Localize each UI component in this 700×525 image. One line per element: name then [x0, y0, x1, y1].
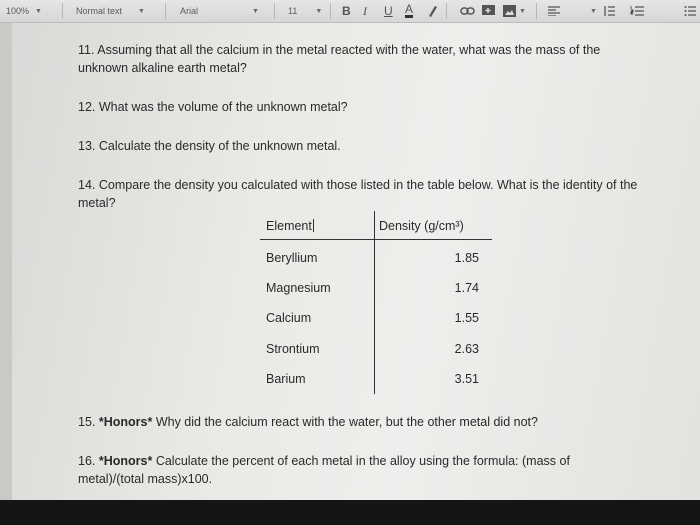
zoom-select[interactable]	[6, 3, 42, 19]
table-cell-density: 2.63	[454, 342, 479, 356]
bold-icon: B	[342, 4, 351, 18]
numbered-list-icon	[630, 5, 644, 17]
question-11: 11. Assuming that all the calcium in the metal reacted with the water, what was the mass of the unknown alkaline earth metal?	[78, 43, 601, 75]
chevron-down-icon: ▼	[519, 7, 526, 15]
style-value: Normal text	[76, 6, 123, 16]
chevron-down-icon: ▼	[315, 7, 323, 15]
table-cell-density: 1.74	[454, 281, 479, 295]
toolbar-divider	[446, 3, 447, 19]
table-cell-density: 1.55	[454, 311, 479, 325]
insert-link-button[interactable]	[460, 3, 476, 19]
table-cell-element: Calcium	[266, 311, 312, 325]
toolbar-divider	[330, 3, 331, 19]
underline-button[interactable]	[384, 3, 393, 19]
style-select[interactable]	[76, 3, 145, 19]
align-left-icon	[548, 6, 560, 16]
font-select[interactable]	[180, 3, 259, 19]
screen-bottom-edge	[0, 500, 700, 525]
italic-icon: I	[363, 3, 367, 18]
font-size-select[interactable]	[288, 3, 322, 19]
insert-comment-button[interactable]	[482, 3, 495, 19]
bulleted-list-button[interactable]	[684, 3, 696, 19]
image-icon	[503, 5, 516, 17]
table-cell-element: Beryllium	[266, 251, 318, 265]
text-cursor	[313, 219, 314, 232]
highlight-button[interactable]	[426, 3, 438, 19]
question-16: 16. *Honors* Calculate the percent of each metal in the alloy using the formula: (mass of metal)/(total mass)x100.	[78, 454, 570, 486]
question-13: 13. Calculate the density of the unknown metal.	[78, 139, 341, 153]
table-cell-density: 3.51	[454, 372, 479, 386]
table-cell-element: Strontium	[266, 342, 320, 356]
chevron-down-icon: ▼	[252, 7, 259, 15]
text-color-button[interactable]	[405, 3, 413, 19]
question-15: 15. *Honors* Why did the calcium react with the water, but the other metal did not?	[78, 415, 538, 429]
question-14: 14. Compare the density you calculated with those listed in the table below. What is the identity of the metal?	[78, 178, 638, 210]
text-color-icon: A	[405, 2, 414, 16]
question-12: 12. What was the volume of the unknown metal?	[78, 100, 348, 114]
zoom-value: 100%	[6, 6, 30, 16]
align-button[interactable]	[548, 3, 560, 19]
italic-button[interactable]	[363, 3, 367, 19]
table-cell-element: Magnesium	[266, 281, 331, 295]
formatting-toolbar	[0, 0, 700, 23]
font-size-value: 11	[288, 6, 298, 16]
chevron-down-icon: ▼	[590, 7, 597, 15]
underline-icon: U	[384, 4, 393, 18]
line-spacing-button[interactable]	[590, 3, 615, 19]
bold-button[interactable]	[342, 3, 351, 19]
table-header-density: Density (g/cm³)	[379, 219, 464, 233]
table-divider-horizontal	[260, 239, 492, 240]
chevron-down-icon: ▼	[35, 7, 42, 15]
toolbar-divider	[536, 3, 537, 19]
insert-image-button[interactable]	[503, 3, 526, 19]
chevron-down-icon: ▼	[138, 7, 145, 15]
highlighter-icon	[426, 4, 438, 18]
page-margin	[0, 23, 12, 500]
line-spacing-icon	[603, 5, 615, 17]
font-value: Arial	[180, 6, 199, 16]
toolbar-divider	[165, 3, 166, 19]
bulleted-list-icon	[684, 5, 696, 17]
toolbar-divider	[274, 3, 275, 19]
table-cell-density: 1.85	[454, 251, 479, 265]
table-cell-element: Barium	[266, 372, 306, 386]
toolbar-divider	[62, 3, 63, 19]
link-icon	[460, 6, 476, 16]
table-header-element: Element	[266, 219, 312, 233]
comment-icon	[482, 5, 495, 17]
numbered-list-button[interactable]	[630, 3, 644, 19]
